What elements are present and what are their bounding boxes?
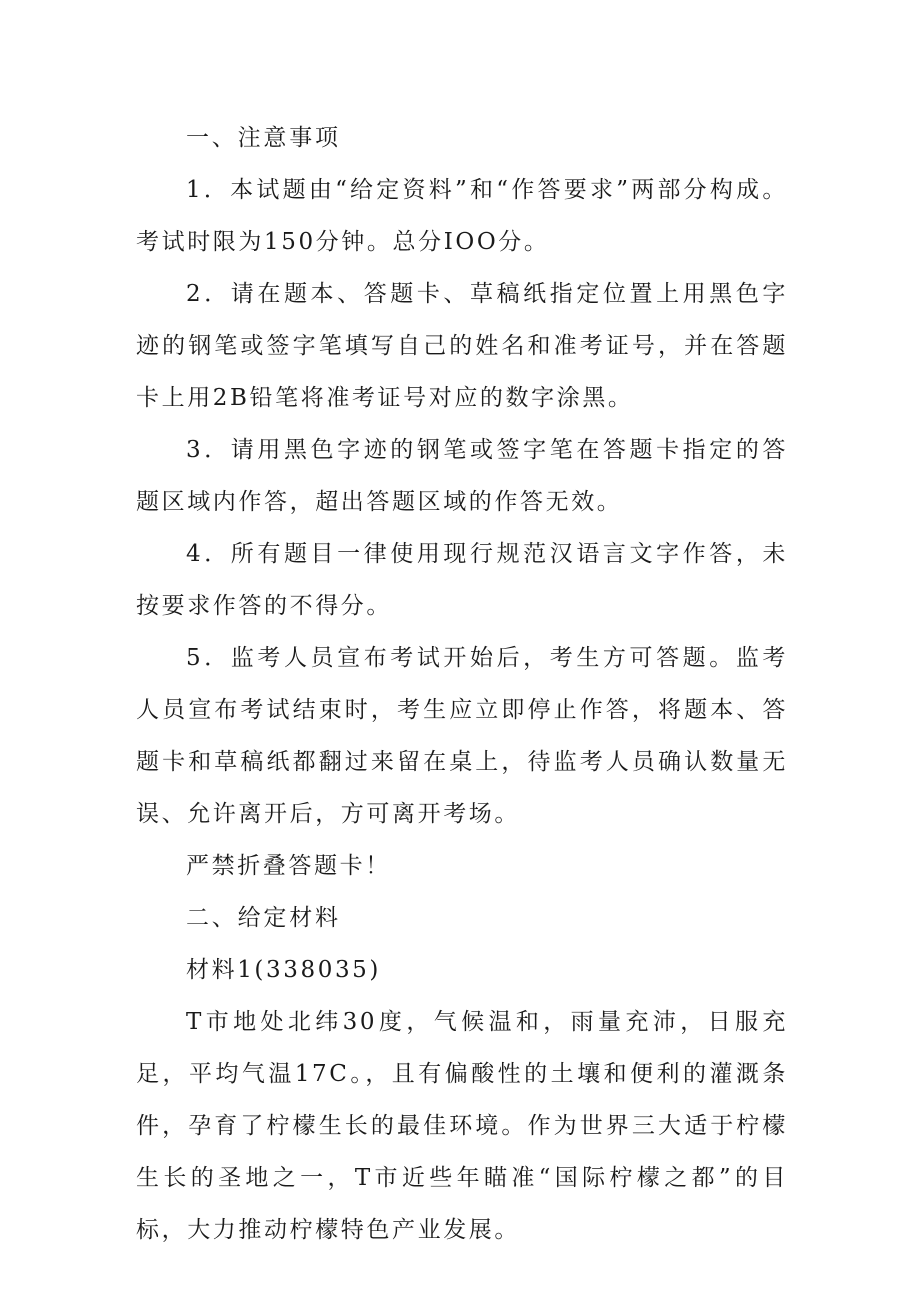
notice-heading: 一、注意事项: [186, 125, 341, 151]
notice-item-1-line-2: 考试时限为150分钟。总分IOO分。: [136, 229, 550, 255]
notice-item-1-line-1: 1．本试题由“给定资料”和“作答要求”两部分构成。: [186, 177, 788, 203]
material-1-body: T市地处北纬30度，气候温和，雨量充沛，日服充足，平均气温17C。，且有偏酸性的土壤和便利的灌溉条件，孕育了柠檬生长的最佳环境。作为世界三大适于柠檬生长的圣地之一，T市近些年瞄准“国际柠檬之都”的目标，大力推动柠檬特色产业发展。: [136, 1009, 788, 1243]
material-1-label: 材料1(338035): [186, 957, 381, 983]
notice-item-2: 2．请在题本、答题卡、草稿纸指定位置上用黑色字迹的钢笔或签字笔填写自己的姓名和准考证号，并在答题卡上用2B铅笔将准考证号对应的数字涂黑。: [136, 281, 788, 411]
notice-item-5: 5．监考人员宣布考试开始后，考生方可答题。监考人员宣布考试结束时，考生应立即停止作答，将题本、答题卡和草稿纸都翻过来留在桌上，待监考人员确认数量无误、允许离开后，方可离开考场。: [136, 645, 788, 827]
warning-text: 严禁折叠答题卡！: [186, 853, 391, 879]
notice-item-4: 4．所有题目一律使用现行规范汉语言文字作答，未按要求作答的不得分。: [136, 541, 788, 619]
notice-item-3: 3．请用黑色字迹的钢笔或签字笔在答题卡指定的答题区域内作答，超出答题区域的作答无效。: [136, 437, 788, 515]
materials-heading: 二、给定材料: [186, 905, 341, 931]
exam-document: [136, 112, 788, 1256]
